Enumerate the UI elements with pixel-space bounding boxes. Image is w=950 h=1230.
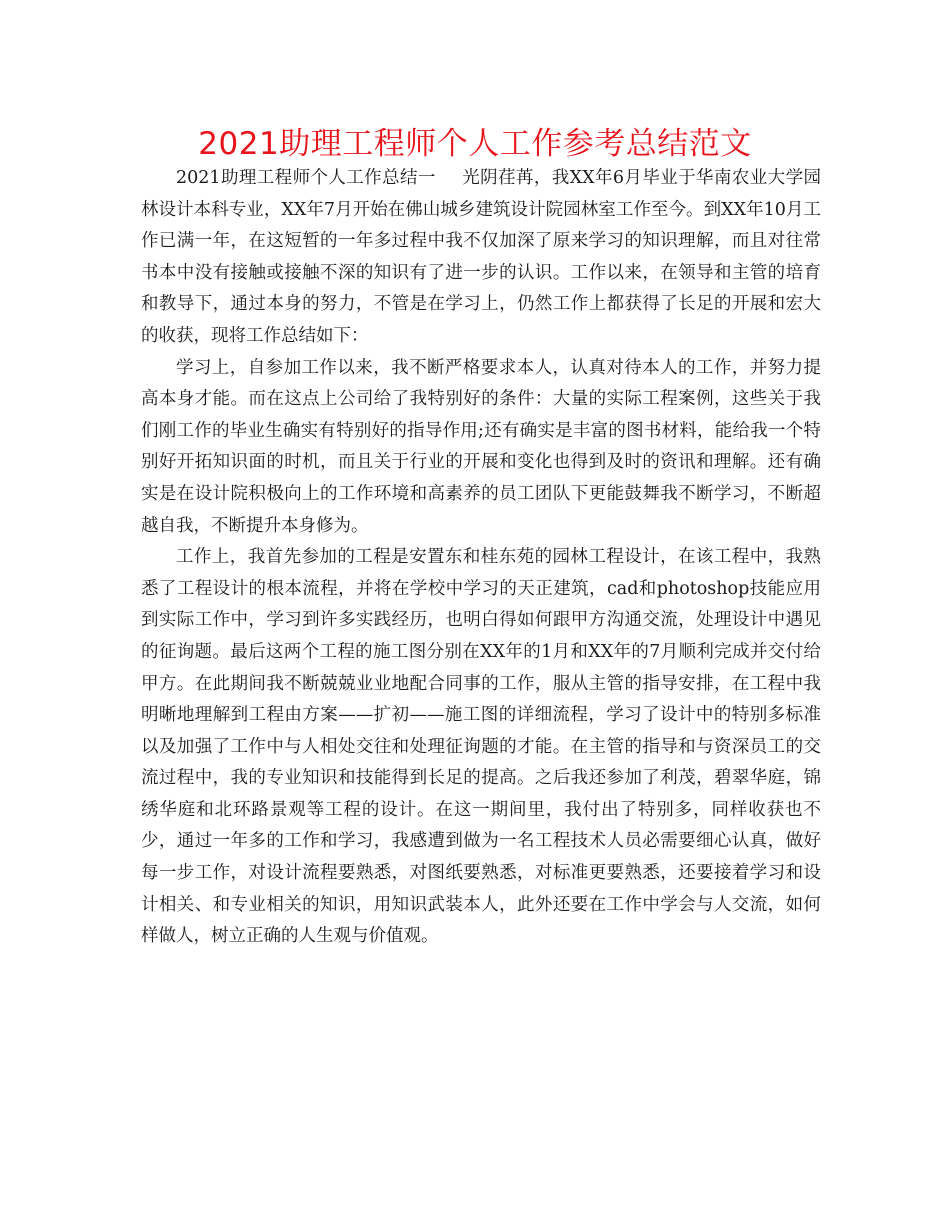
paragraph-work: 工作上，我首先参加的工程是安置东和桂东苑的园林工程设计，在该工程中，我熟悉了工程设计的根本流程，并将在学校中学习的天正建筑，cad和photoshop技能应用到实际工作中，学习到许多实践经历，也明白得如何跟甲方沟通交流，处理设计中遇见的征询题。最后这两个工程的施工图分别在XX年的1月和XX年的7月顺利完成并交付给甲方。在此期间我不断兢兢业业地配合同事的工作，服从主管的指导安排，在工程中我明晰地理解到工程由方案——扩初——施工图的详细流程，学习了设计中的特别多标准以及加强了工作中与人相处交往和处理征询题的才能。在主管的指导和与资深员工的交流过程中，我的专业知识和技能得到长足的提高。之后我还参加了利茂，碧翠华庭，锦绣华庭和北环路景观等工程的设计。在这一期间里，我付出了特别多，同样收获也不少，通过一年多的工作和学习，我感遭到做为一名工程技术人员必需要细心认真，做好每一步工作，对设计流程要熟悉，对图纸要熟悉，对标准更要熟悉，还要接着学习和设计相关、和专业相关的知识，用知识武装本人，此外还要在工作中学会与人交流，如何样做人，树立正确的人生观与价值观。 xyxy=(141,547,821,947)
document-body xyxy=(141,163,821,953)
paragraph-study: 学习上，自参加工作以来，我不断严格要求本人，认真对待本人的工作，并努力提高本身才能。而在这点上公司给了我特别好的条件：大量的实际工程案例，这些关于我们刚工作的毕业生确实有特别好的指导作用;还有确实是丰富的图书材料，能给我一个特别好开拓知识面的时机，而且关于行业的开展和变化也得到及时的资讯和理解。还有确实是在设计院积极向上的工作环境和高素养的员工团队下更能鼓舞我不断学习，不断超越自我，不断提升本身修为。 xyxy=(141,357,821,536)
document-title: 2021助理工程师个人工作参考总结范文 xyxy=(198,126,752,162)
intro-heading: 2021助理工程师个人工作总结一 xyxy=(176,168,436,188)
paragraph-intro xyxy=(141,163,821,353)
intro-text: 光阴荏苒，我XX年6月毕业于华南农业大学园林设计本科专业，XX年7月开始在佛山城乡建筑设计院园林室工作至今。到XX年10月工作已满一年，在这短暂的一年多过程中我不仅加深了原来学习的知识理解，而且对往常书本中没有接触或接触不深的知识有了进一步的认识。工作以来，在领导和主管的培育和教导下，通过本身的努力，不管是在学习上，仍然工作上都获得了长足的开展和宏大的收获，现将工作总结如下： xyxy=(141,168,821,346)
